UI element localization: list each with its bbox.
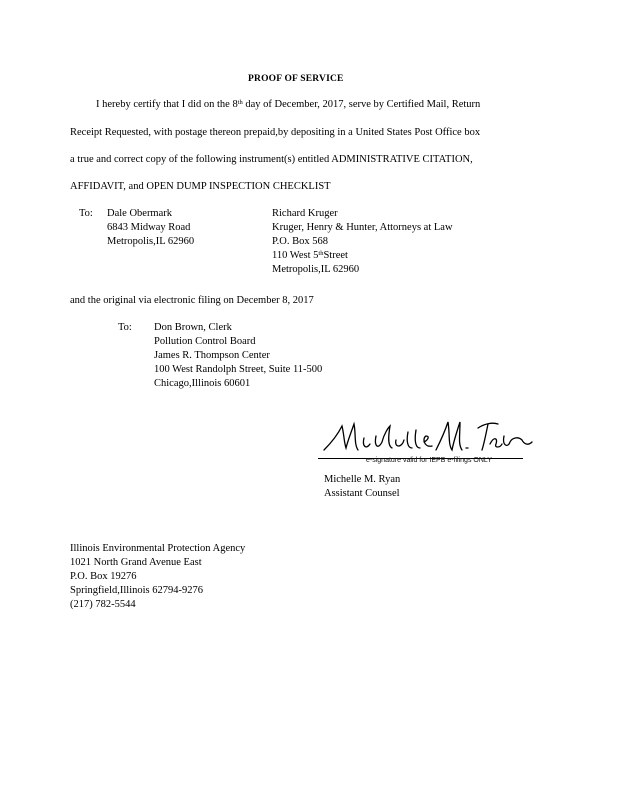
recipient-2-name: Richard Kruger xyxy=(272,208,338,219)
page-title: PROOF OF SERVICE xyxy=(248,74,344,84)
original-filing-line: and the original via electronic filing on December 8, 2017 xyxy=(70,295,314,306)
body-line-1 xyxy=(96,98,480,111)
recipient-2-street-suffix: Street xyxy=(323,250,348,261)
recipient-2-street-text: 110 West 5 xyxy=(272,250,319,261)
body-line-2: Receipt Requested, with postage thereon prepaid,by depositing in a United States Post Office box xyxy=(70,127,481,138)
agency-phone: (217) 782-5544 xyxy=(70,599,136,610)
body-line-3: a true and correct copy of the following instrument(s) entitled ADMINISTRATIVE CITATION, xyxy=(70,154,473,165)
agency-city: Springfield,Illinois 62794-9276 xyxy=(70,585,203,596)
recipient-2-street-superscript: th xyxy=(318,250,324,257)
recipient-2-street xyxy=(272,249,348,262)
recipient-1-city: Metropolis,IL 62960 xyxy=(107,236,195,247)
agency-name: Illinois Environmental Protection Agency xyxy=(70,543,246,554)
handwritten-signature xyxy=(318,414,538,460)
body-line-4: AFFIDAVIT, and OPEN DUMP INSPECTION CHECKLIST xyxy=(70,181,331,192)
recipient-1-address: 6843 Midway Road xyxy=(107,222,191,233)
signer-title: Assistant Counsel xyxy=(324,488,400,499)
body-line-1-text-a: I hereby certify that I did on the 8 xyxy=(96,99,238,110)
recipient-3-building: James R. Thompson Center xyxy=(154,350,270,361)
recipient-3-city: Chicago,Illinois 60601 xyxy=(154,378,251,389)
signature-block xyxy=(318,414,538,466)
signer-name: Michelle M. Ryan xyxy=(324,474,401,485)
recipient-3-org: Pollution Control Board xyxy=(154,336,256,347)
body-line-1-superscript: th xyxy=(237,99,243,106)
e-signature-note: e-signature valid for IEPB e-filings ONLY xyxy=(366,457,492,464)
recipient-2-po: P.O. Box 568 xyxy=(272,236,329,247)
to-label-1: To: xyxy=(79,208,93,219)
recipient-1-name: Dale Obermark xyxy=(107,208,173,219)
recipient-3-name: Don Brown, Clerk xyxy=(154,322,232,333)
recipient-2-city: Metropolis,IL 62960 xyxy=(272,264,360,275)
recipient-3-street: 100 West Randolph Street, Suite 11-500 xyxy=(154,364,323,375)
agency-po: P.O. Box 19276 xyxy=(70,571,137,582)
agency-street: 1021 North Grand Avenue East xyxy=(70,557,202,568)
body-line-1-text-b: day of December, 2017, serve by Certified Mail, Return xyxy=(242,99,481,110)
recipient-2-firm: Kruger, Henry & Hunter, Attorneys at Law xyxy=(272,222,453,233)
to-label-2: To: xyxy=(118,322,132,333)
